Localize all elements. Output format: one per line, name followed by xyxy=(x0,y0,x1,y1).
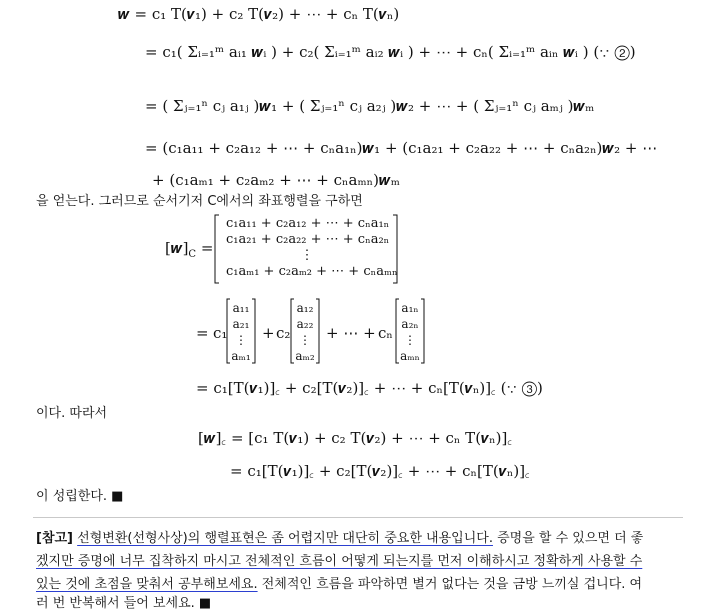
divider xyxy=(33,517,683,518)
matrix-row: c₁a₁₁ + c₂a₁₂ + ⋯ + cₙa₁ₙ xyxy=(226,216,390,231)
coefficient-cn: cₙ xyxy=(378,324,393,342)
plus-sign: + xyxy=(262,324,275,342)
equation-bracket-line: = c₁[T(𝒗₁)]꜀ + c₂[T(𝒗₂)]꜀ + ⋯ + cₙ[T(𝒗ₙ)]꜀ (∵ ③) xyxy=(196,379,543,397)
matrix-row: ⋮ xyxy=(300,248,314,263)
equation-line-2: = c₁( Σᵢ₌₁ᵐ aᵢ₁ 𝒘ᵢ ) + c₂( Σᵢ₌₁ᵐ aᵢ₂ 𝒘ᵢ ) + ⋯ + cₙ( Σᵢ₌₁ᵐ aᵢₙ 𝒘ᵢ ) (∵ ②) xyxy=(145,43,636,61)
paragraph-text-1: 을 얻는다. 그러므로 순서기저 C에서의 좌표행렬을 구하면 xyxy=(36,194,363,209)
coefficient-c1: c₁ xyxy=(213,324,228,342)
note-text: 증명을 할 수 있으면 더 좋 xyxy=(492,531,644,546)
column-vector-3: a₁ₙ a₂ₙ ⋮ aₘₙ xyxy=(400,301,420,363)
final-equation-1: [𝒘]꜀ = [c₁ T(𝒗₁) + c₂ T(𝒗₂) + ⋯ + cₙ T(𝒗ₙ)]꜀ xyxy=(198,429,513,447)
note-line-4: 러 번 반복해서 들어 보세요. ■ xyxy=(36,596,212,611)
equation-line-4: = (c₁a₁₁ + c₂a₁₂ + ⋯ + cₙa₁ₙ)𝒘₁ + (c₁a₂₁ + c₂a₂₂ + ⋯ + cₙa₂ₙ)𝒘₂ + ⋯ xyxy=(145,139,658,157)
coordinate-vector-label: $[𝒘]_C$ = xyxy=(165,239,214,260)
coefficient-c2: c₂ xyxy=(276,324,291,342)
equation-line-5: + (c₁aₘ₁ + c₂aₘ₂ + ⋯ + cₙaₘₙ)𝒘ₘ xyxy=(152,171,400,189)
note-line-2 xyxy=(36,550,684,573)
note-line-1 xyxy=(36,527,684,550)
equation-line-1: 𝒘 = c₁ T(𝒗₁) + c₂ T(𝒗₂) + ⋯ + cₙ T(𝒗ₙ) xyxy=(118,5,400,23)
paragraph-text-2: 이다. 따라서 xyxy=(36,406,108,421)
equation-line-3: = ( Σⱼ₌₁ⁿ cⱼ a₁ⱼ )𝒘₁ + ( Σⱼ₌₁ⁿ cⱼ a₂ⱼ )𝒘₂ + ⋯ + ( Σⱼ₌₁ⁿ cⱼ aₘⱼ )𝒘ₘ xyxy=(145,97,595,115)
note-text: 전체적인 흐름을 파악하면 별거 없다는 것을 금방 느끼실 겁니다. 여 xyxy=(257,577,643,592)
note-label: [참고] xyxy=(36,531,73,546)
column-vector-1: a₁₁ a₂₁ ⋮ aₘ₁ xyxy=(231,301,251,363)
column-vector-2: a₁₂ a₂₂ ⋮ aₘ₂ xyxy=(295,301,315,363)
note-underlined-text: 선형변환(선형사상)의 행렬표현은 좀 어렵지만 대단히 중요한 내용입니다. xyxy=(77,531,493,546)
paragraph-text-3: 이 성립한다. ■ xyxy=(36,489,124,504)
note-underlined-text: 겠지만 증명에 너무 집착하지 마시고 전체적인 흐름이 어떻게 되는지를 먼저 이해하시고 정확하게 사용할 수 xyxy=(36,554,643,569)
matrix-row: c₁a₂₁ + c₂a₂₂ + ⋯ + cₙa₂ₙ xyxy=(226,232,390,247)
column-expansion-eq: = xyxy=(196,324,209,342)
matrix-entries xyxy=(226,216,398,280)
final-equation-2: = c₁[T(𝒗₁)]꜀ + c₂[T(𝒗₂)]꜀ + ⋯ + cₙ[T(𝒗ₙ)]꜀ xyxy=(230,462,530,480)
matrix-row: c₁aₘ₁ + c₂aₘ₂ + ⋯ + cₙaₘₙ xyxy=(226,264,398,279)
ellipsis-sum: + ⋯ + xyxy=(326,324,376,342)
note-underlined-text: 있는 것에 초점을 맞춰서 공부해보세요. xyxy=(36,577,258,592)
